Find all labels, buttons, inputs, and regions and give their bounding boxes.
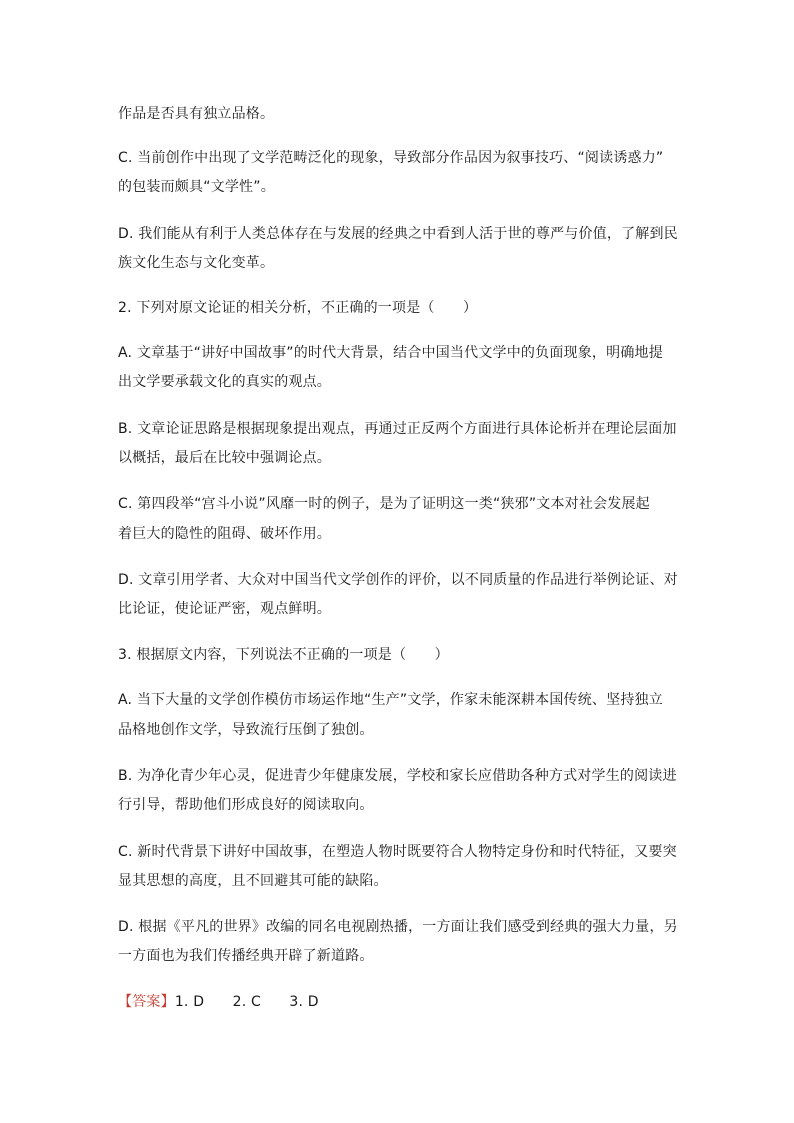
q2-option-b-line-2: 以概括，最后在比较中强调论点。 [118, 450, 331, 466]
answer-text: 1. D 2. C 3. D [174, 994, 319, 1010]
q3-option-d-line-2: 一方面也为我们传播经典开辟了新道路。 [118, 948, 374, 964]
q3-stem: 3. 根据原文内容，下列说法不正确的一项是（ ） [118, 647, 449, 663]
q1-option-d-line-1: D. 我们能从有利于人类总体存在与发展的经典之中看到人活于世的尊严与价值，了解到民 [118, 226, 678, 242]
q3-option-b-line-1: B. 为净化青少年心灵，促进青少年健康发展，学校和家长应借助各种方式对学生的阅读进 [118, 768, 677, 784]
q3-option-c-line-2: 显其思想的高度，且不回避其可能的缺陷。 [118, 873, 388, 889]
q3-option-c-line-1: C. 新时代背景下讲好中国故事，在塑造人物时既要符合人物特定身份和时代特征，又要突 [118, 844, 677, 860]
q2-stem: 2. 下列对原文论证的相关分析，不正确的一项是（ ） [118, 300, 478, 316]
q1-option-d-line-2: 族文化生态与文化变革。 [118, 255, 275, 271]
q2-option-d-line-1: D. 文章引用学者、大众对中国当代文学创作的评价，以不同质量的作品进行举例论证、对 [118, 572, 678, 588]
q2-option-c-line-1: C. 第四段举“宫斗小说”风靡一时的例子，是为了证明这一类“狭邪”文本对社会发展起 [118, 496, 650, 512]
q2-option-d-line-2: 比论证，使论证严密，观点鲜明。 [118, 601, 331, 617]
continuation-text: 作品是否具有独立品格。 [118, 106, 275, 122]
q2-option-a-line-2: 出文学要承载文化的真实的观点。 [118, 374, 331, 390]
q2-option-c-line-2: 着巨大的隐性的阻碍、破坏作用。 [118, 526, 331, 542]
answer-line [118, 992, 319, 1012]
q1-option-c-line-2: 的包装而颇具“文学性”。 [118, 179, 275, 195]
q3-option-b-line-2: 行引导，帮助他们形成良好的阅读取向。 [118, 797, 374, 813]
q2-option-a-line-1: A. 文章基于“讲好中国故事”的时代大背景，结合中国当代文学中的负面现象，明确地提 [118, 345, 663, 361]
q2-option-b-line-1: B. 文章论证思路是根据现象提出观点，再通过正反两个方面进行具体论析并在理论层面加 [118, 421, 677, 437]
q3-option-a-line-1: A. 当下大量的文学创作模仿市场运作地“生产”文学，作家未能深耕本国传统、坚持独立 [118, 692, 663, 708]
q1-option-c-line-1: C. 当前创作中出现了文学范畴泛化的现象，导致部分作品因为叙事技巧、“阅读诱惑力” [118, 150, 664, 166]
answer-label: 【答案】 [118, 994, 175, 1010]
q3-option-a-line-2: 品格地创作文学，导致流行压倒了独创。 [118, 722, 374, 738]
q3-option-d-line-1: D. 根据《平凡的世界》改编的同名电视剧热播，一方面让我们感受到经典的强大力量，另 [118, 919, 678, 935]
